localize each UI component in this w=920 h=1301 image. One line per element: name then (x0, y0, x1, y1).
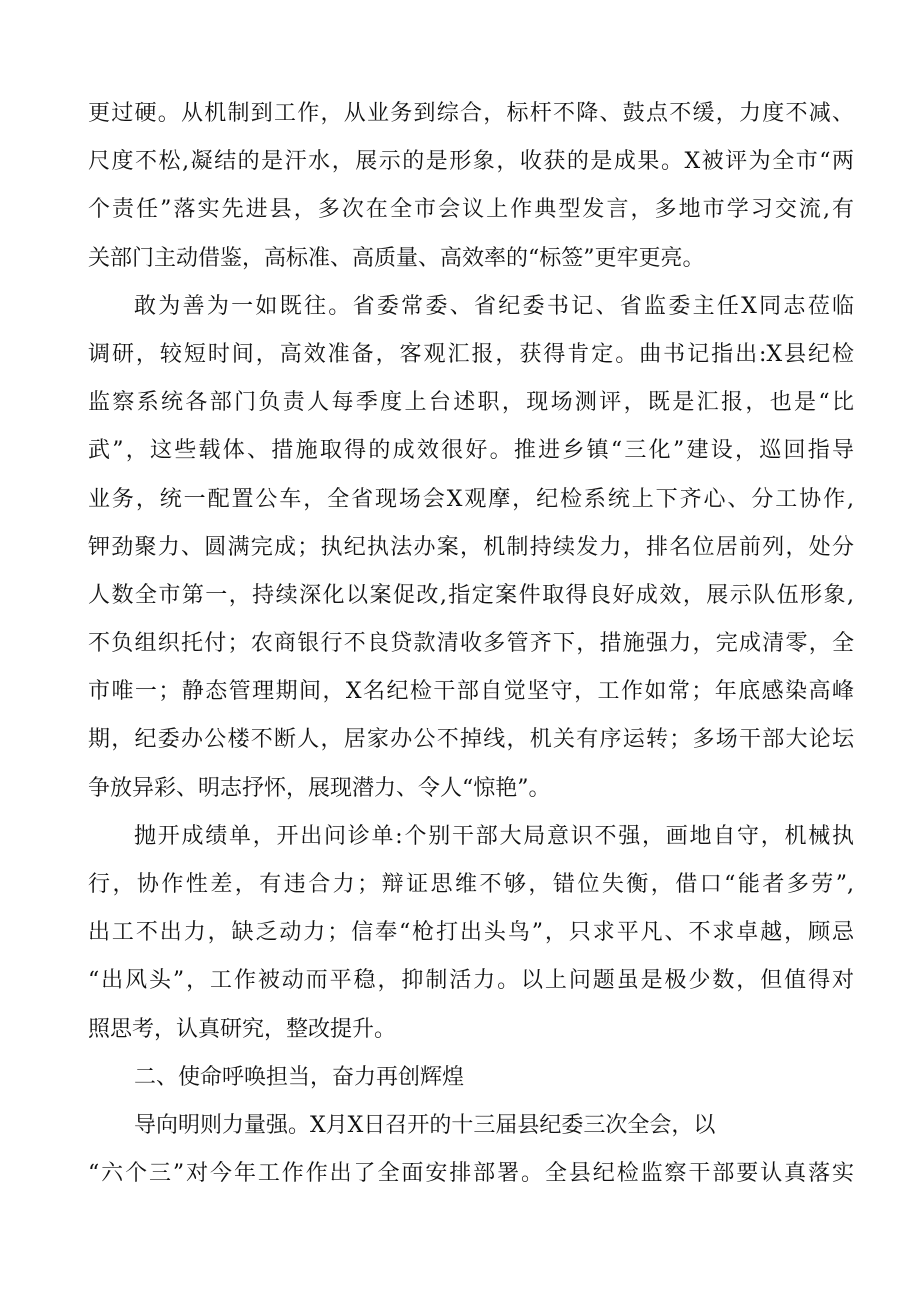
text-line: 敢为善为一如既往。省委常委、省纪委书记、省监委主任X同志莅临 (134, 293, 854, 319)
paragraph-dare-to-act (88, 283, 854, 813)
text-line: 照思考，认真研究，整改提升。 (88, 1016, 397, 1042)
text-line: “六个三”对今年工作作出了全面安排部署。全县纪检监察干部要认真落实 (88, 1161, 854, 1187)
text-line: 人数全市第一，持续深化以案促改,指定案件取得良好成效，展示队伍形象, (88, 582, 854, 608)
text-line: 行，协作性差，有违合力；辩证思维不够，错位失衡，借口“能者多劳”, (88, 872, 854, 897)
text-line: 尺度不松,凝结的是汗水，展示的是形象，收获的是成果。X被评为全市“两 (88, 149, 854, 175)
text-line: 导向明则力量强。X月X日召开的十三届县纪委三次全会，以 (134, 1112, 716, 1138)
text-line: 关部门主动借鉴，高标准、高质量、高效率的“标签”更牢更亮。 (88, 245, 705, 271)
text-line: 出工不出力，缺乏动力；信奉“枪打出头鸟”，只求平凡、不求卓越，顾忌 (88, 920, 854, 946)
text-line: 市唯一；静态管理期间，X名纪检干部自觉坚守，工作如常；年底感染高峰 (88, 679, 854, 705)
text-line: 争放异彩、明志抒怀，展现潜力、令人“惊艳”。 (88, 775, 551, 801)
text-line: 不负组织托付；农商银行不良贷款清收多管齐下，措施强力，完成清零，全 (88, 631, 854, 657)
document-body (88, 90, 854, 1198)
text-line: “出风头”，工作被动而平稳，抑制活力。以上问题虽是极少数，但值得对 (88, 968, 854, 994)
text-line: 钾劲聚力、圆满完成；执纪执法办案，机制持续发力，排名位居前列，处分 (88, 534, 854, 560)
text-line: 更过硬。从机制到工作，从业务到综合，标杆不降、鼓点不缓，力度不减、 (88, 101, 854, 126)
text-line: 武”，这些载体、措施取得的成效很好。推进乡镇“三化”建设，巡回指导 (88, 438, 854, 464)
section-heading (88, 1054, 854, 1102)
text-line: 抛开成绩单，开出问诊单:个别干部大局意识不强，画地自守，机械执 (134, 823, 854, 849)
paragraph-orientation (88, 1102, 854, 1198)
text-line: 业务，统一配置公车，全省现场会X观摩，纪检系统上下齐心、分工协作, (88, 486, 854, 512)
text-line: 期，纪委办公楼不断人，居家办公不掉线，机关有序运转；多场干部大论坛 (88, 727, 854, 753)
section-heading-text: 二、使命呼唤担当，奋力再创辉煌 (134, 1064, 465, 1090)
text-line: 监察系统各部门负责人每季度上台述职，现场测评，既是汇报，也是“比 (88, 390, 854, 416)
paragraph-achievements-continued (88, 90, 854, 283)
text-line: 个责任”落实先进县，多次在全市会议上作典型发言，多地市学习交流,有 (88, 197, 854, 223)
paragraph-problems (88, 813, 854, 1054)
text-line: 调研，较短时间，高效准备，客观汇报，获得肯定。曲书记指出:X县纪检 (88, 341, 854, 367)
